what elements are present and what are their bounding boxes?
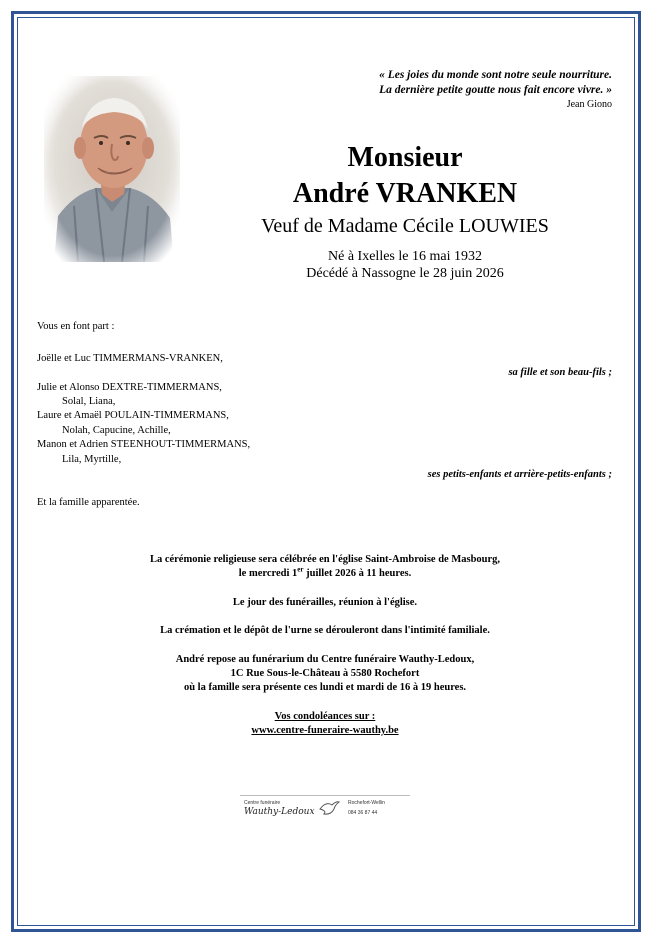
ceremony-date-pre: le mercredi 1 — [238, 568, 298, 579]
address-line: 1C Rue Sous-le-Château à 5580 Rochefort — [230, 668, 420, 679]
relation-grandchildren: ses petits-enfants et arrière-petits-enfants ; — [427, 469, 612, 480]
website-link[interactable]: www.centre-funeraire-wauthy.be — [251, 725, 399, 736]
quote-line-2: La dernière petite goutte nous fait encore vivre. » — [379, 84, 612, 96]
deceased-name: André VRANKEN — [292, 178, 518, 209]
visiting-hours-line: où la famille sera présente ces lundi et mardi de 16 à 19 heures. — [183, 682, 467, 693]
logo-divider — [240, 795, 410, 796]
funerarium-line: André repose au funérarium du Centre funéraire Wauthy-Ledoux, — [175, 654, 475, 665]
family-line: Julie et Alonso DEXTRE-TIMMERMANS, — [37, 382, 222, 393]
family-line: Nolah, Capucine, Achille, — [62, 425, 171, 436]
family-closing: Et la famille apparentée. — [37, 497, 140, 508]
family-line: Lila, Myrtille, — [62, 454, 122, 465]
cremation-line: La crémation et le dépôt de l'urne se dérouleront dans l'intimité familiale. — [160, 625, 490, 636]
meeting-line: Le jour des funérailles, réunion à l'église. — [232, 597, 418, 608]
family-intro: Vous en font part : — [37, 321, 115, 332]
logo-phone: 084 36 87 44 — [348, 810, 378, 816]
condolences-label: Vos condoléances sur : — [274, 711, 376, 722]
ceremony-date — [20, 567, 630, 581]
spouse-line: Veuf de Madame Cécile LOUWIES — [261, 215, 549, 237]
logo-small-text: Centre funéraire — [244, 800, 281, 806]
dove-icon — [318, 797, 340, 819]
family-line: Laure et Amaël POULAIN-TIMMERMANS, — [37, 410, 229, 421]
ceremony-date-post: juillet 2026 à 11 heures. — [303, 568, 412, 579]
death-line: Décédé à Nassogne le 28 juin 2026 — [306, 266, 504, 281]
quote-author: Jean Giono — [566, 99, 612, 110]
honorific: Monsieur — [347, 142, 463, 173]
logo-script-text: Wauthy-Ledoux — [244, 807, 315, 817]
logo-town: Rochefort-Wellin — [348, 800, 385, 806]
portrait-photo — [44, 76, 180, 262]
family-line: Manon et Adrien STEENHOUT-TIMMERMANS, — [37, 439, 251, 450]
relation-daughter: sa fille et son beau-fils ; — [508, 367, 612, 378]
epigraph — [379, 68, 612, 111]
birth-line: Né à Ixelles le 16 mai 1932 — [328, 249, 482, 264]
family-line: Joëlle et Luc TIMMERMANS-VRANKEN, — [37, 353, 223, 364]
quote-line-1: « Les joies du monde sont notre seule nourriture. — [379, 69, 612, 81]
funeral-home-logo — [240, 793, 410, 823]
family-line: Solal, Liana, — [62, 396, 116, 407]
ceremony-line-1: La cérémonie religieuse sera célébrée en l'église Saint-Ambroise de Masbourg, — [149, 554, 501, 565]
ceremony-date-sup: er — [297, 565, 304, 574]
